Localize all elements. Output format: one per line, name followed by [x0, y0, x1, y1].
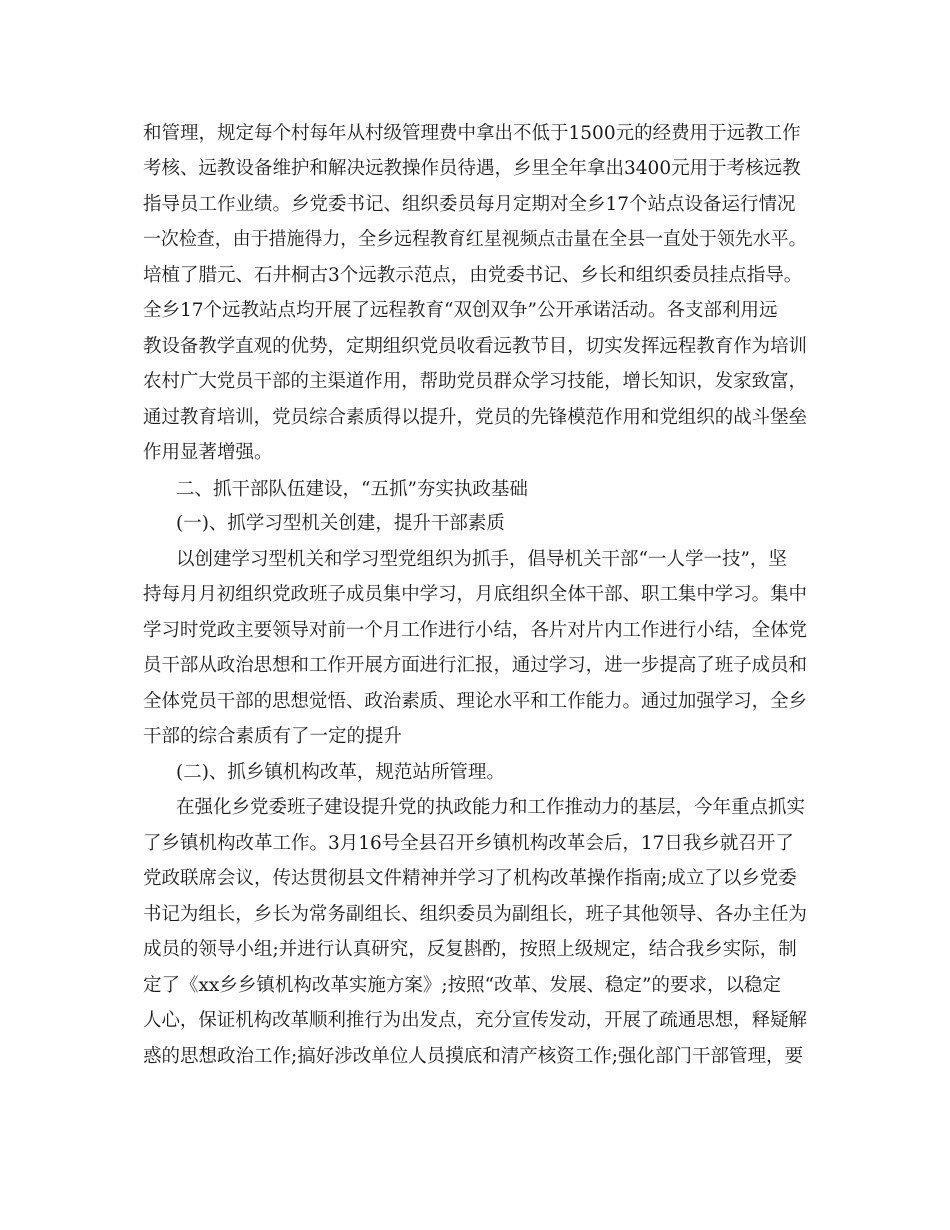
- paragraph-line: 惑的思想政治工作;搞好涉改单位人员摸底和清产核资工作;强化部门干部管理，要: [143, 1046, 803, 1067]
- paragraph-line: 作用显著增强。: [143, 442, 273, 463]
- paragraph-line: 全乡17个远教站点均开展了远程教育“双创双争”公开承诺活动。各支部利用远: [143, 300, 778, 321]
- subsection-heading: (一)、抓学习型机关创建，提升干部素质: [176, 513, 505, 534]
- paragraph-line: 一次检查，由于措施得力，全乡远程教育红星视频点击量在全县一直处于领先水平。: [143, 229, 807, 250]
- paragraph-line: 成员的领导小组;并进行认真研究，反复斟酌，按照上级规定，结合我乡实际，制: [143, 939, 797, 960]
- paragraph-line: 通过教育培训，党员综合素质得以提升，党员的先锋模范作用和党组织的战斗堡垒: [143, 407, 808, 428]
- paragraph-line: 持每月月初组织党政班子成员集中学习，月底组织全体干部、职工集中学习。集中: [143, 584, 808, 605]
- paragraph-line: 党政联席会议，传达贯彻县文件精神并学习了机构改革操作指南;成立了以乡党委: [143, 868, 797, 889]
- paragraph-line: 员干部从政治思想和工作开展方面进行汇报，通过学习，进一步提高了班子成员和: [143, 655, 808, 676]
- paragraph-line: 以创建学习型机关和学习型党组织为抓手，倡导机关干部“一人学一技”，坚: [176, 549, 787, 570]
- paragraph-line: 定了《xx乡乡镇机构改革实施方案》;按照“改革、发展、稳定”的要求，以稳定: [143, 975, 782, 996]
- paragraph-line: 教设备教学直观的优势，定期组织党员收看远教节目，切实发挥远程教育作为培训: [143, 336, 808, 357]
- paragraph-line: 人心，保证机构改革顺利推行为出发点，充分宣传发动，开展了疏通思想，释疑解: [143, 1010, 808, 1031]
- paragraph-line: 了乡镇机构改革工作。3月16号全县召开乡镇机构改革会后，17日我乡就召开了: [143, 833, 794, 854]
- paragraph-line: 指导员工作业绩。乡党委书记、组织委员每月定期对全乡17个站点设备运行情况: [143, 194, 796, 215]
- paragraph-line: 和管理，规定每个村每年从村级管理费中拿出不低于1500元的经费用于远教工作: [143, 123, 801, 144]
- paragraph-line: 在强化乡党委班子建设提升党的执政能力和工作推动力的基层，今年重点抓实: [176, 797, 806, 818]
- paragraph-line: 全体党员干部的思想觉悟、政治素质、理论水平和工作能力。通过加强学习，全乡: [143, 691, 808, 712]
- paragraph-line: 书记为组长，乡长为常务副组长、组织委员为副组长，班子其他领导、各办主任为: [143, 904, 808, 925]
- paragraph-line: 干部的综合素质有了一定的提升: [143, 726, 403, 747]
- subsection-heading: (二)、抓乡镇机构改革，规范站所管理。: [176, 762, 505, 783]
- paragraph-line: 农村广大党员干部的主渠道作用，帮助党员群众学习技能，增长知识，发家致富，: [143, 371, 808, 392]
- section-heading: 二、抓干部队伍建设，“五抓”夯实执政基础: [176, 479, 528, 500]
- paragraph-line: 考核、远教设备维护和解决远教操作员待遇，乡里全年拿出3400元用于考核远教: [143, 158, 801, 179]
- paragraph-line: 学习时党政主要领导对前一个月工作进行小结，各片对片内工作进行小结，全体党: [143, 620, 808, 641]
- paragraph-line: 培植了腊元、石井桐古3个远教示范点，由党委书记、乡长和组织委员挂点指导。: [143, 265, 803, 286]
